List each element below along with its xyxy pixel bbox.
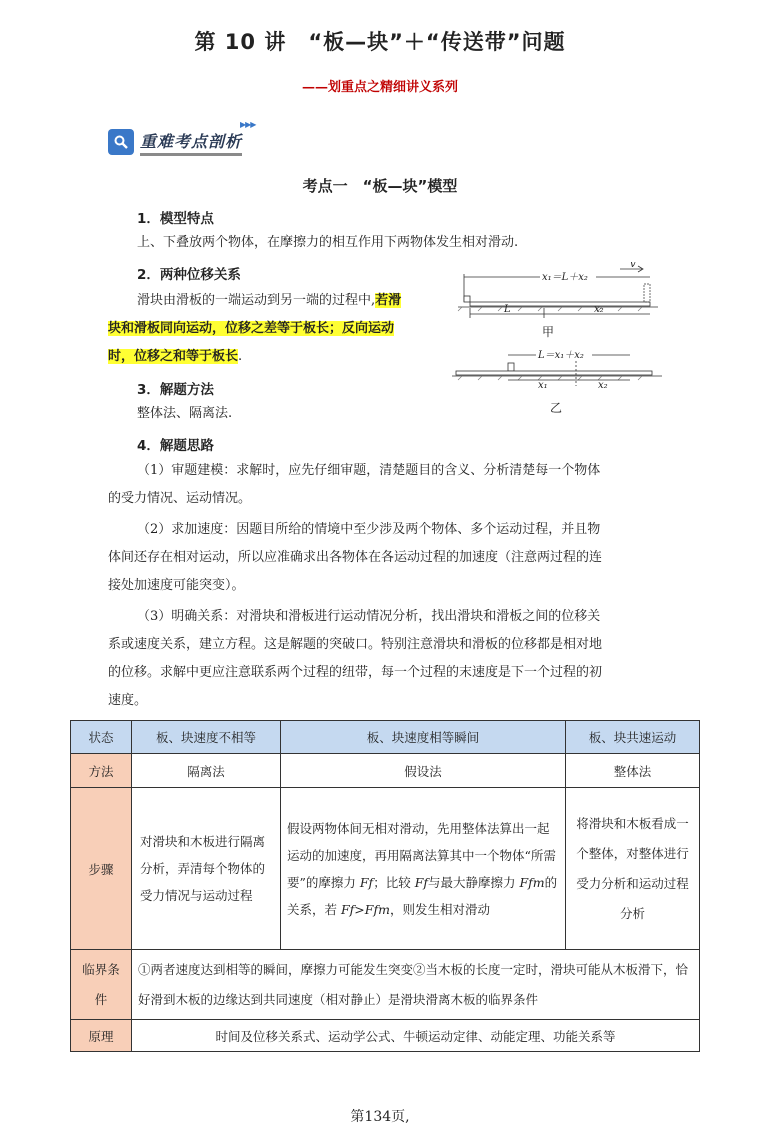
- text-displacement-line3: [108, 342, 242, 372]
- ff-symbol: Ff: [359, 874, 374, 890]
- steps-col2-a: 假设两物体间无相对滑动，先用整体法算出一起运动的加速度，再用隔离法算其中一个物体“所需要”的摩擦力: [287, 820, 556, 890]
- steps-col2-e: ，则发生相对滑动: [389, 901, 490, 917]
- text-displacement-line1: [137, 286, 401, 316]
- fig-a-eq: x₁＝L＋x₂: [542, 272, 588, 283]
- table-cell: ①两者速度达到相等的瞬间，摩擦力可能发生突变②当木板的长度一定时，滑块可能从木板滑下，恰好滑到木板的边缘达到共同速度（相对静止）是滑块滑离木板的临界条件: [132, 950, 700, 1020]
- table-row-critical: [71, 950, 700, 1020]
- step3-line2: 系或速度关系，建立方程。这是解题的突破口。特别注意滑块和滑板的位移都是相对地: [108, 637, 603, 652]
- steps-col2-c: 与最大静摩擦力: [428, 874, 516, 890]
- table-cell: 时间及位移关系式、运动学公式、牛顿运动定律、动能定理、功能关系等: [132, 1020, 700, 1052]
- table-cell: 整体法: [566, 754, 700, 788]
- heading-solution-method: 3．解题方法: [137, 382, 214, 398]
- table-row-label: 原理: [71, 1020, 132, 1052]
- table-row-principle: [71, 1020, 700, 1052]
- step1-line1: （1）审题建模：求解时，应先仔细审题，清楚题目的含义、分析清楚每一个物体: [137, 463, 601, 478]
- table-header-cell: 板、块共速运动: [566, 721, 700, 754]
- heading-model-features: 1．模型特点: [137, 211, 214, 227]
- section-badge: [108, 120, 256, 156]
- table-cell: 假设法: [281, 754, 566, 788]
- table-row-label: 方法: [71, 754, 132, 788]
- table-row-method: [71, 754, 700, 788]
- table-row-steps: [71, 788, 700, 950]
- step3-line4: 速度。: [108, 693, 148, 708]
- condition-symbol: Ff>Ffm: [341, 901, 390, 917]
- text-model-features: 上、下叠放两个物体，在摩擦力的相互作用下两物体发生相对滑动.: [137, 235, 519, 250]
- fig-b-board: [456, 371, 652, 375]
- page-subtitle: ——划重点之精细讲义系列: [301, 80, 458, 95]
- table-header-cell: 状态: [71, 721, 132, 754]
- fig-b-x2: x₂: [598, 380, 608, 391]
- text-solution-method: 整体法、隔离法.: [137, 406, 233, 421]
- ffm-symbol: Ffm: [519, 874, 545, 890]
- table-cell: 将滑块和木板看成一个整体，对整体进行受力分析和运动过程分析: [566, 788, 700, 950]
- steps-col2-b: ；比较: [373, 874, 411, 890]
- table-cell: 隔离法: [132, 754, 281, 788]
- fig-a-caption: 甲: [542, 325, 555, 339]
- fig-a-board-end-dashed: [644, 284, 650, 302]
- section-title: 考点一 “板—块”模型: [302, 177, 458, 195]
- table-cell: 对滑块和木板进行隔离分析，弄清每个物体的受力情况与运动过程: [132, 788, 281, 950]
- text-displacement-line2: [108, 314, 394, 344]
- highlight-1: 若滑: [375, 293, 402, 308]
- step3-line1: （3）明确关系：对滑块和滑板进行运动情况分析，找出滑块和滑板之间的位移关: [137, 609, 601, 624]
- fig-b-x1: x₁: [538, 380, 548, 391]
- step2-line3: 接处加速度可能突变）。: [108, 578, 245, 593]
- fig-a-x2: x₂: [594, 304, 604, 315]
- text-displacement-start: 滑块由滑板的一端运动到另一端的过程中,: [137, 293, 376, 308]
- heading-solution-approach: 4．解题思路: [137, 438, 214, 454]
- displacement-diagram: [452, 262, 664, 417]
- fig-a-v: v: [630, 262, 636, 270]
- fig-b-eq: L＝x₁＋x₂: [538, 350, 584, 361]
- fig-a-block-initial: [464, 296, 470, 302]
- fig-a-L: L: [504, 304, 511, 315]
- fig-a-board: [470, 302, 650, 306]
- fig-b-block: [508, 363, 514, 371]
- ff-symbol-2: Ff: [414, 874, 428, 890]
- badge-label: 重难考点剖析: [140, 129, 242, 156]
- table-header-cell: 板、块速度相等瞬间: [281, 721, 566, 754]
- step2-line1: （2）求加速度：因题目所给的情境中至少涉及两个物体、多个运动过程，并且物: [137, 522, 601, 537]
- step3-line3: 的位移。求解中更应注意联系两个过程的纽带，每一个过程的末速度是下一个过程的初: [108, 665, 603, 680]
- table-header-row: [71, 721, 700, 754]
- heading-displacement-relations: 2．两种位移关系: [137, 267, 241, 283]
- highlight-3: 时，位移之和等于板长: [108, 349, 239, 364]
- table-header-cell: 板、块速度不相等: [132, 721, 281, 754]
- steps-col2-d: 的关系，若: [287, 874, 558, 917]
- arrows-decoration-icon: ▶▶▶: [240, 120, 256, 129]
- fig-b-caption: 乙: [550, 401, 563, 415]
- table-cell-assumption: [281, 788, 566, 950]
- comparison-table: [70, 720, 700, 1052]
- page-title: 第 10 讲 “板—块”＋“传送带”问题: [194, 30, 566, 54]
- text-displacement-end: .: [238, 349, 243, 364]
- highlight-2: 块和滑板同向运动，位移之差等于板长；反向运动: [108, 321, 395, 336]
- magnifier-icon: [108, 129, 134, 155]
- table-row-label: 临界条件: [71, 950, 132, 1020]
- step1-line2: 的受力情况、运动情况。: [108, 491, 252, 506]
- table-row-label: 步骤: [71, 788, 132, 950]
- step2-line2: 体间还存在相对运动，所以应准确求出各物体在各运动过程的加速度（注意两过程的连: [108, 550, 603, 565]
- page-number: 第134页,: [350, 1109, 410, 1125]
